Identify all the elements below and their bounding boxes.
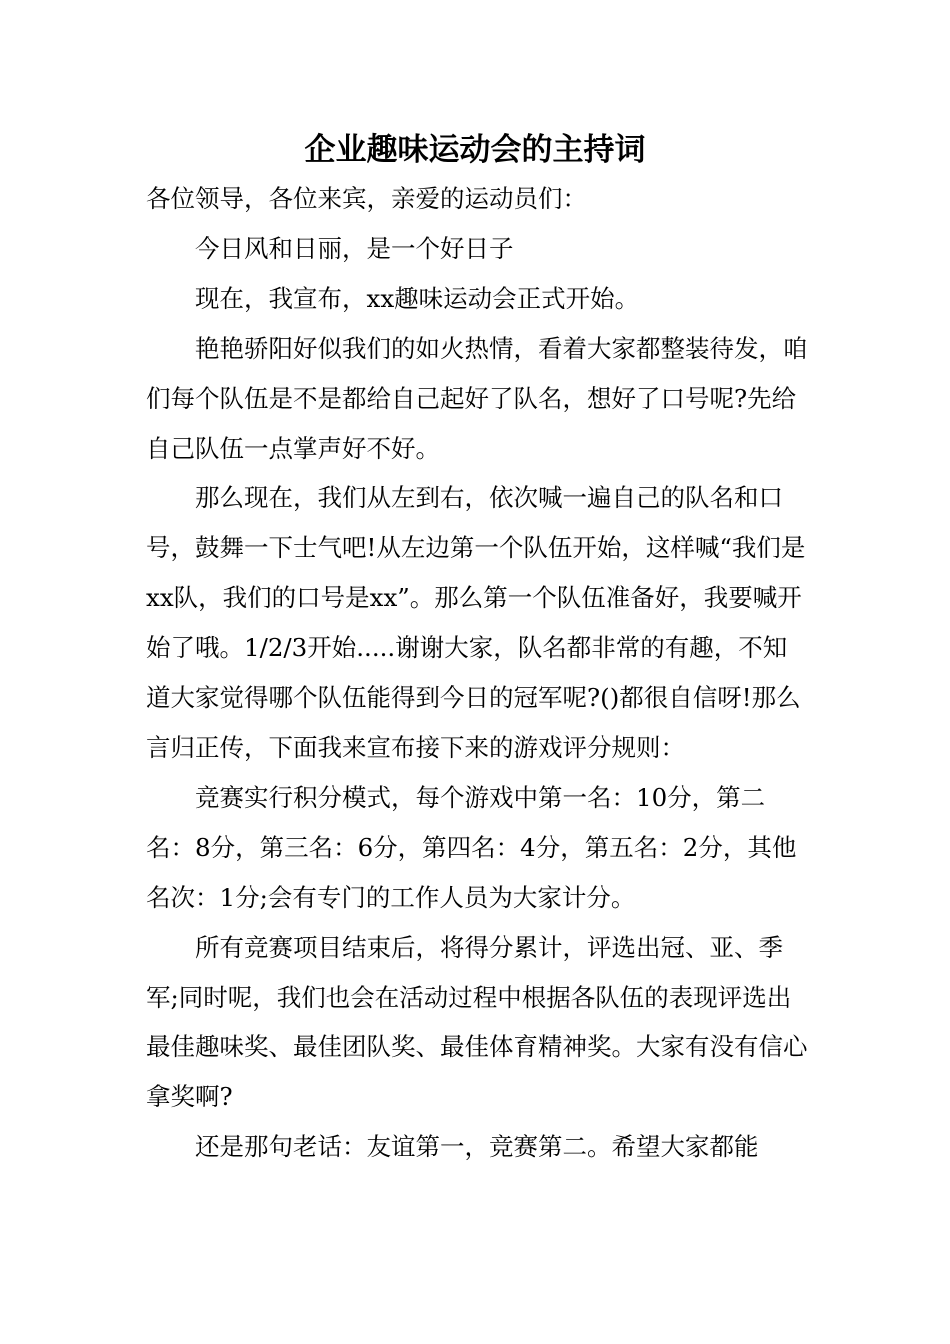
paragraph-scoring: 竞赛实行积分模式，每个游戏中第一名：10分，第二名：8分，第三名：6分，第四名：4分，第五名：2分，其他名次：1分;会有专门的工作人员为大家计分。 bbox=[146, 782, 797, 912]
paragraph-weather: 今日风和日丽，是一个好日子 bbox=[195, 233, 514, 263]
paragraph-team-names: 艳艳骄阳好似我们的如火热情，看着大家都整装待发，咱们每个队伍是不是都给自己起好了队名，想好了口号呢?先给自己队伍一点掌声好不好。 bbox=[146, 333, 808, 463]
paragraph-awards: 所有竞赛项目结束后，将得分累计，评选出冠、亚、季军;同时呢，我们也会在活动过程中根据各队伍的表现评选出最佳趣味奖、最佳团队奖、最佳体育精神奖。大家有没有信心拿奖啊? bbox=[146, 932, 808, 1112]
paragraph-greeting: 各位领导，各位来宾，亲爱的运动员们： bbox=[146, 184, 587, 213]
paragraph-slogans: 那么现在，我们从左到右，依次喊一遍自己的队名和口号，鼓舞一下士气吧!从左边第一个队伍开始，这样喊“我们是xx队，我们的口号是xx”。那么第一个队伍准备好，我要喊开始了哦。1/2/3开始.....谢谢大家，队名都非常的有趣，不知道大家觉得哪个队伍能得到今日的冠军呢?()都很自信呀!那么言归正传，下面我来宣布接下来的游戏评分规则： bbox=[146, 483, 806, 762]
paragraph-friendship: 还是那句老话：友谊第一，竞赛第二。希望大家都能 bbox=[195, 1132, 759, 1162]
document-title: 企业趣味运动会的主持词 bbox=[304, 132, 646, 168]
paragraph-opening: 现在，我宣布，xx趣味运动会正式开始。 bbox=[195, 283, 640, 313]
document-body bbox=[146, 174, 810, 1172]
